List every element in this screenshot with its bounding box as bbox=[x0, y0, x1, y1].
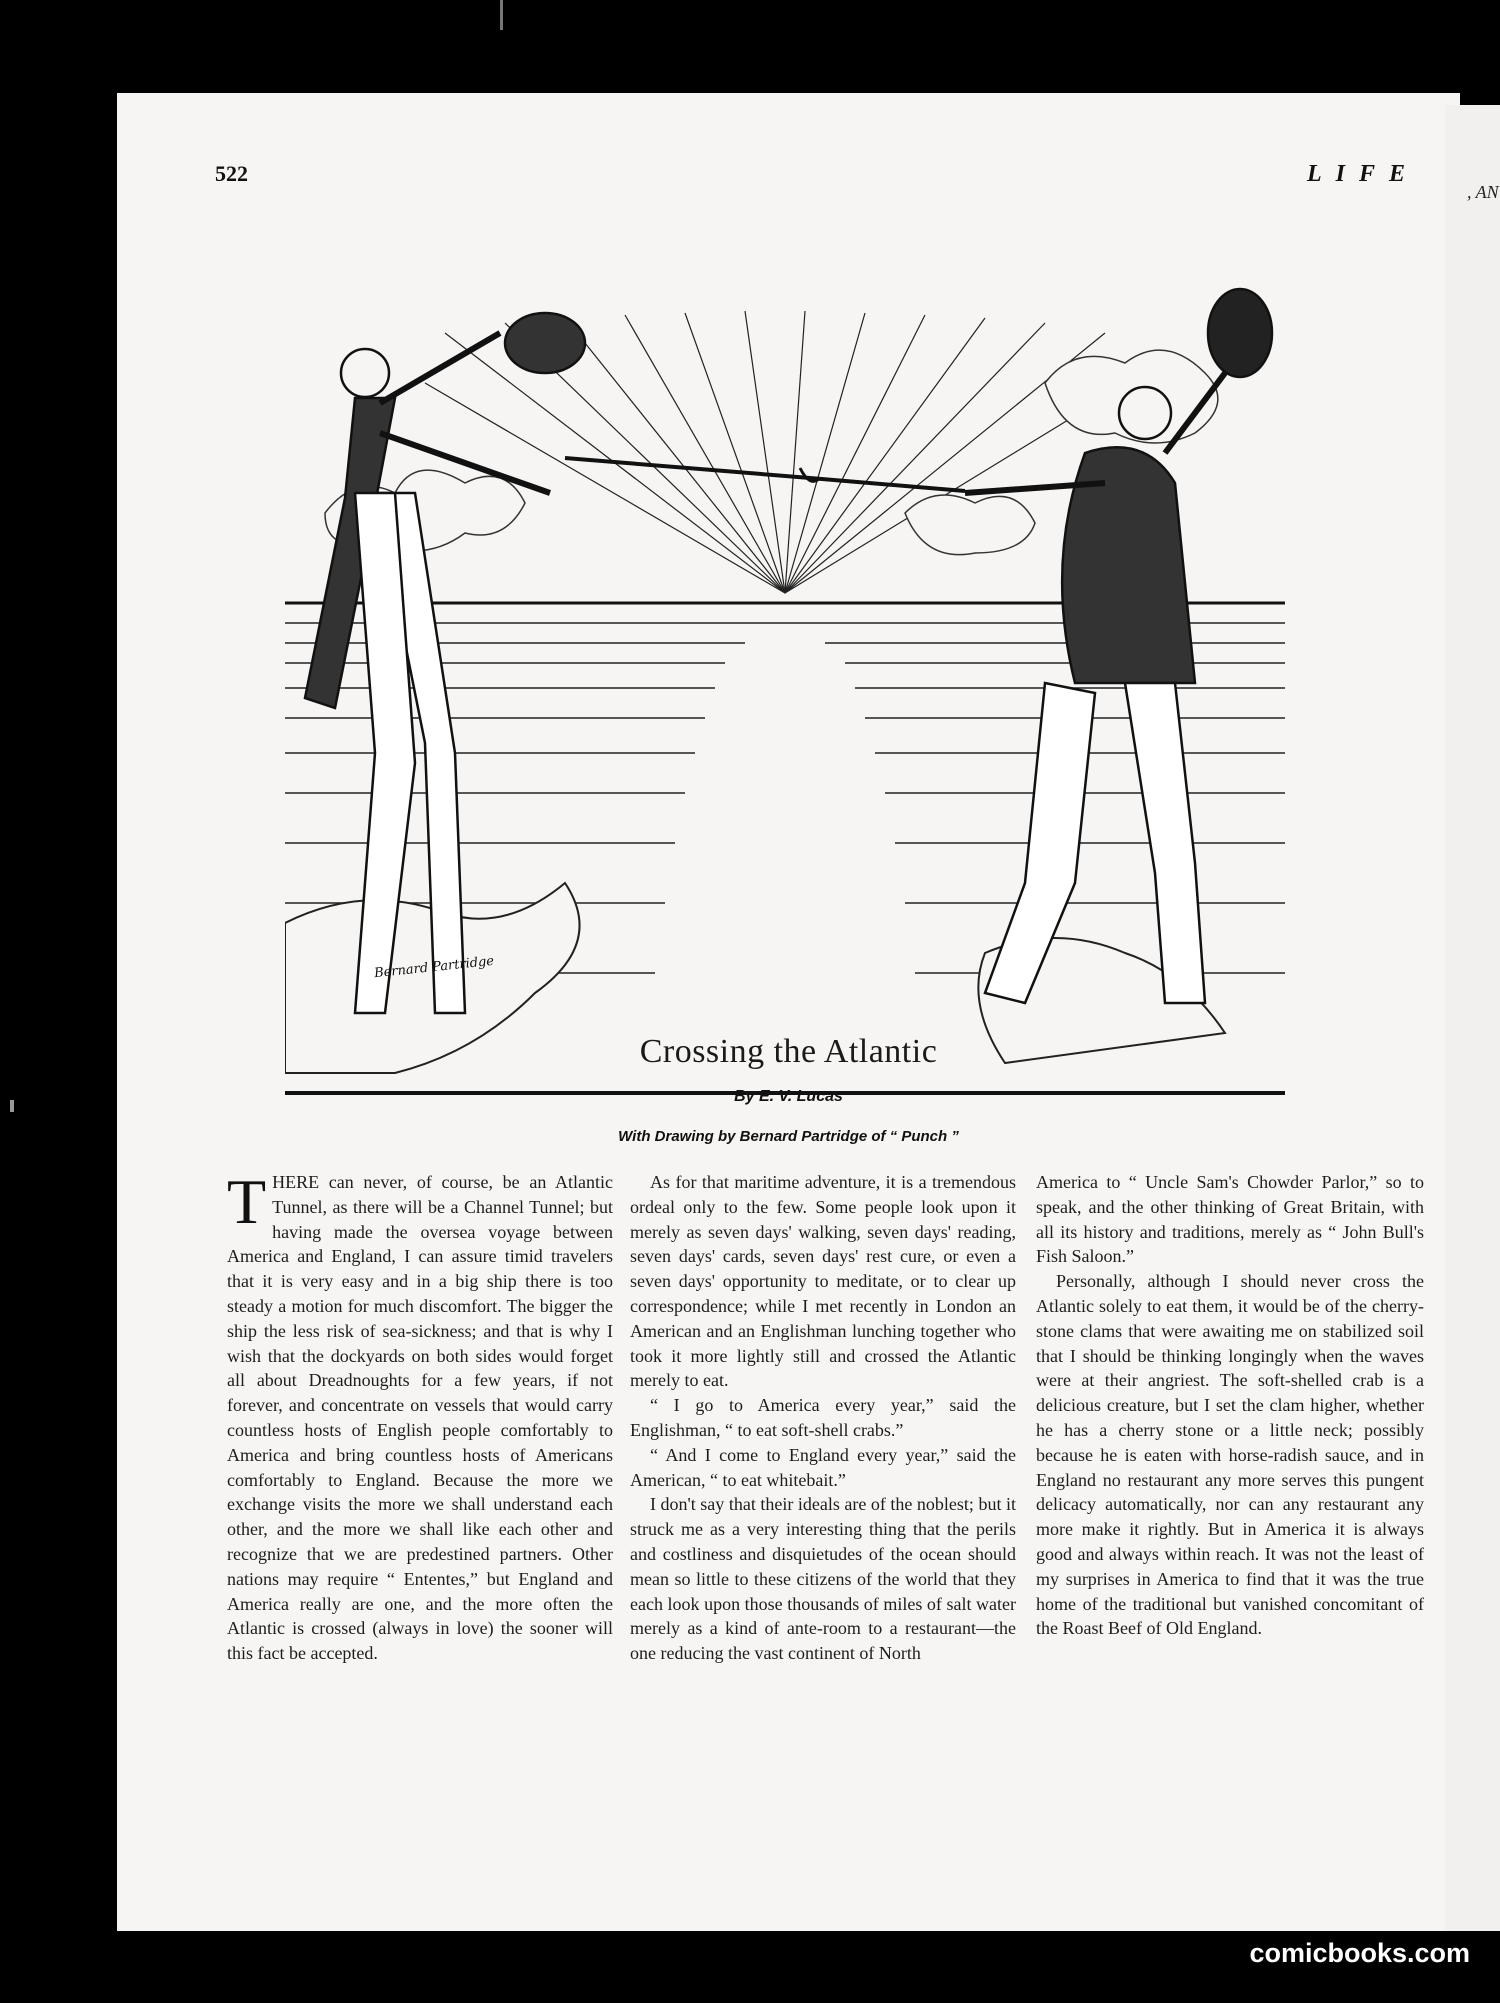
article-title: Crossing the Atlantic bbox=[639, 1033, 938, 1070]
next-page-edge bbox=[1445, 105, 1500, 1931]
paragraph: America to “ Uncle Sam's Chowder Parlor,” so to speak, and the other thinking of Great Britain, with all its history and traditions, merely as “ John Bull's Fish Saloon.” bbox=[1036, 1172, 1424, 1267]
paragraph: Personally, although I should never cross the Atlantic solely to eat them, it would be of the cherry-stone clams that were awaiting me on stabilized soil that I should be thinking longingly when the waves were at their angriest. The soft-shelled crab is a delicious creature, but I set the clam higher, whether he has a cherry stone or a little neck; possibly because he is eaten with horse-radish sauce, and in England no restaurant any more serves this pungent delicacy automatically, nor can any restaurant any more make it rightly. But in America it is always good and always within reach. It was not the least of my surprises in America to find that it was the true home of the traditional but vanished concomitant of the Roast Beef of Old England. bbox=[1036, 1271, 1424, 1639]
paragraph: I don't say that their ideals are of the noblest; but it struck me as a very interesting thing that the perils and costliness and disquietudes of the ocean should mean so little to these citizens of the world that they each look upon those thousands of miles of salt water merely as a kind of ante-room to a restaurant—the one reducing the vast continent of North bbox=[630, 1494, 1016, 1664]
cartoon-illustration-icon bbox=[285, 263, 1285, 1101]
site-watermark: comicbooks.com bbox=[1249, 1938, 1470, 1968]
paragraph: As for that maritime adventure, it is a tremendous ordeal only to the few. Some people look upon it merely as seven days' walking, seven days' reading, seven days' cards, seven days' rest cure, or even a seven days' opportunity to meditate, or to clear up correspondence; while I met recently in London an American and an Englishman lunching together who took it more lightly still and crossed the Atlantic merely to eat. bbox=[630, 1172, 1016, 1391]
text-column-2 bbox=[630, 1170, 1016, 1666]
article-byline: By E. V. Lucas bbox=[734, 1088, 843, 1105]
running-head: LIFE bbox=[1307, 161, 1420, 187]
artist-signature: Bernard Partridge bbox=[373, 953, 495, 982]
next-page-fragment: , AN bbox=[1467, 182, 1499, 202]
drop-cap: T bbox=[227, 1166, 267, 1237]
paragraph bbox=[227, 1166, 613, 1666]
magazine-page bbox=[117, 93, 1460, 1931]
top-edge-mark bbox=[500, 0, 503, 30]
illustration-credit: With Drawing by Bernard Partridge of “ Punch ” bbox=[618, 1128, 959, 1145]
paragraph-text: HERE can never, of course, be an Atlantic Tunnel, as there will be a Channel Tunnel; but having made the oversea voyage between America and England, I can assure timid travelers that it is very easy and in a big ship there is too steady a motion for much discomfort. The bigger the ship the less risk of sea-sickness; and that is why I wish that the dockyards on both sides would forget all about Dreadnoughts for a few years, if not forever, and concentrate on vessels that would carry countless hosts of English people comfortably to America and bring countless hosts of Americans comfortably to England. Because the more we exchange visits the more we shall understand each other, and the more we shall like each other and recognize that we are predestined partners. Other nations may require “ Ententes,” but England and America really are one, and the more often the Atlantic is crossed (always in love) the sooner will this fact be accepted. bbox=[227, 1172, 613, 1664]
paragraph: “ I go to America every year,” said the Englishman, “ to eat soft-shell crabs.” bbox=[630, 1395, 1016, 1440]
left-edge-mark bbox=[10, 1100, 14, 1112]
paragraph: “ And I come to England every year,” said the American, “ to eat whitebait.” bbox=[630, 1444, 1016, 1490]
text-column-3 bbox=[1036, 1170, 1424, 1641]
page-number: 522 bbox=[215, 161, 248, 186]
text-column-1 bbox=[227, 1166, 613, 1666]
